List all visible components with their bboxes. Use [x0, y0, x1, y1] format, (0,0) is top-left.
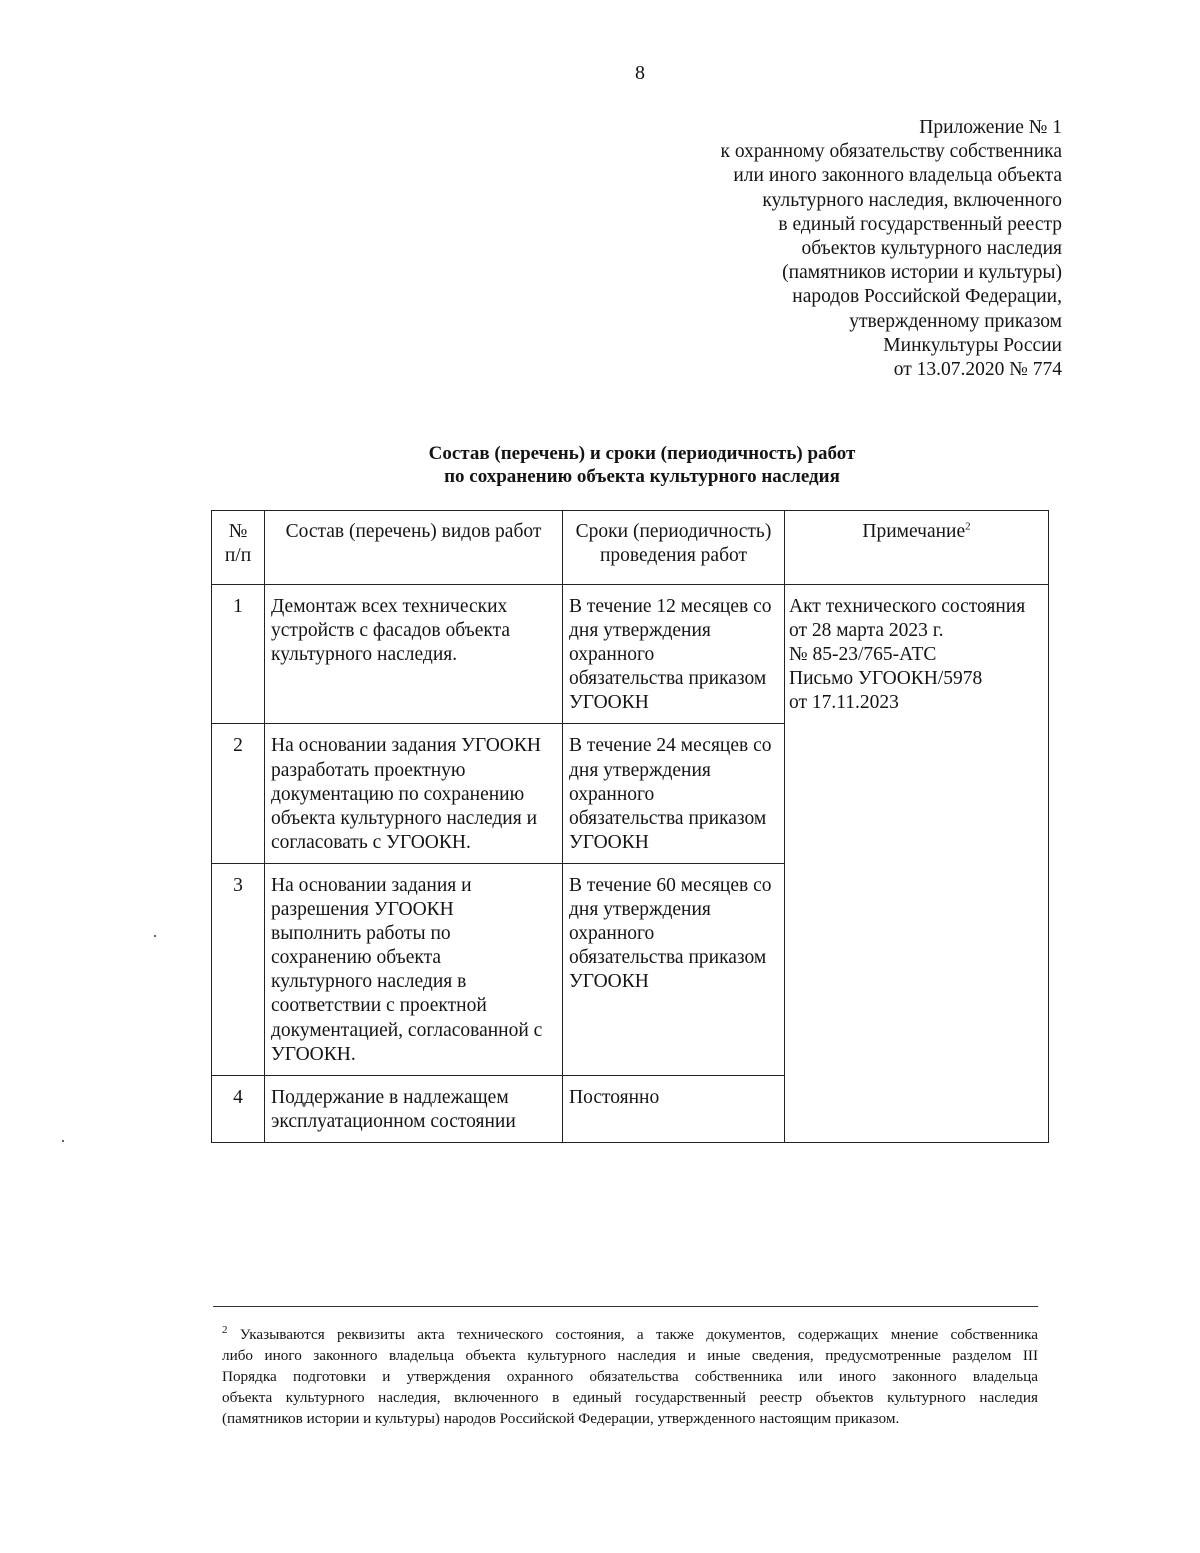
footnote-ref: 2 — [965, 520, 971, 533]
footnote-line: либо иного законного владельца объекта культурного наследия и иные сведения, предусмотренные разделом III — [222, 1347, 1038, 1364]
header-works: Состав (перечень) видов работ — [265, 511, 563, 585]
header-note: Примечание$^2$ — [785, 511, 1049, 585]
note-cell: Акт технического состояния от 28 марта 2023 г. № 85-23/765-АТС Письмо УГООКН/5978 от 17.11.2023 — [785, 585, 1049, 1143]
row-number: 1 — [212, 585, 265, 724]
footnote-line: (памятников истории и культуры) народов Российской Федерации, утвержденного настоящим приказом. — [222, 1410, 900, 1427]
row-work: Демонтаж всех технических устройств с фасадов объекта культурного наследия. — [265, 585, 563, 724]
appendix-line: утвержденному приказом — [849, 310, 1062, 332]
appendix-line: к охранному обязательству собственника — [720, 141, 1062, 163]
table-header-row — [212, 511, 1049, 585]
appendix-line: культурного наследия, включенного — [762, 189, 1062, 211]
header-terms: Сроки (периодичность) проведения работ — [563, 511, 785, 585]
title-line: по сохранению объекта культурного наследия — [444, 466, 840, 487]
document-title — [312, 442, 972, 488]
footnote-marker: 2 — [222, 1323, 228, 1336]
row-work: На основании задания и разрешения УГООКН выполнить работы по сохранению объекта культурного наследия в соответствии с проектной документацией, согласованной с УГООКН. — [265, 863, 563, 1075]
footnote — [222, 1324, 1038, 1429]
appendix-line: объектов культурного наследия — [801, 238, 1062, 260]
appendix-line: от 13.07.2020 № 774 — [893, 359, 1062, 381]
appendix-line: Минкультуры России — [883, 334, 1062, 356]
scan-speck — [154, 935, 156, 937]
works-table — [211, 510, 1049, 1143]
scan-speck — [62, 1140, 64, 1142]
appendix-line: в единый государственный реестр — [778, 213, 1062, 235]
footnote-line: Порядка подготовки и утверждения охранного обязательства собственника или иного законного владельца — [222, 1368, 1038, 1385]
appendix-header — [720, 116, 1062, 382]
row-work: На основании задания УГООКН разработать проектную документацию по сохранению объекта культурного наследия и согласовать с УГООКН. — [265, 724, 563, 863]
row-term: В течение 24 месяцев со дня утверждения охранного обязательства приказом УГООКН — [563, 724, 785, 863]
row-number: 3 — [212, 863, 265, 1075]
footnote-line: объекта культурного наследия, включенного в единый государственный реестр объектов культурного наследия — [222, 1389, 1038, 1406]
page-number: 8 — [635, 62, 645, 84]
header-number: № п/п — [212, 511, 265, 585]
appendix-line: (памятников истории и культуры) — [782, 262, 1062, 284]
footnote-divider — [213, 1306, 1038, 1307]
appendix-line: Приложение № 1 — [919, 117, 1062, 138]
row-term: Постоянно — [563, 1075, 785, 1142]
row-term: В течение 12 месяцев со дня утверждения охранного обязательства приказом УГООКН — [563, 585, 785, 724]
appendix-line: народов Российской Федерации, — [792, 286, 1062, 308]
appendix-line: или иного законного владельца объекта — [733, 165, 1062, 187]
row-work: Поддержание в надлежащем эксплуатационном состоянии — [265, 1075, 563, 1142]
row-number: 2 — [212, 724, 265, 863]
footnote-line: $^2$ Указываются реквизиты акта технического состояния, а также документов, содержащих мнение собственника — [222, 1323, 1038, 1343]
title-line: Состав (перечень) и сроки (периодичность) работ — [428, 443, 856, 464]
row-number: 4 — [212, 1075, 265, 1142]
table-row — [212, 585, 1049, 724]
row-term: В течение 60 месяцев со дня утверждения охранного обязательства приказом УГООКН — [563, 863, 785, 1075]
